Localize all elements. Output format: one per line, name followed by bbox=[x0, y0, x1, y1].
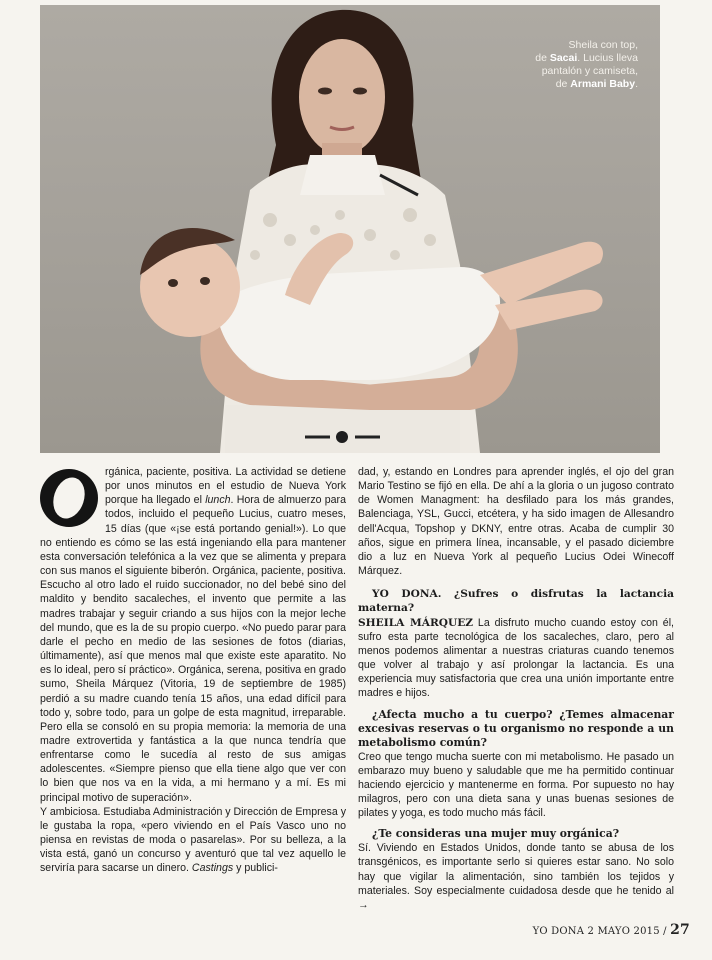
article-paragraph: dad, y, estando en Londres para aprender inglés, el ojo del gran Mario Testino se fijó en ella. De ahí a la gloria o un jugoso contrato de Women Managment: ha desfilado para los más grandes, Balenciaga, YSL, Gucci, etcétera, y ha sido imagen de Allesandro dell'Acqua, Topshop y DKNY, entre otras. Acaba de cumplir 30 años, sigue en primera línea, incansable, y el pasado diciembre dio a luz en Nueva York al pequeño Lucius Odei Winecoff Márquez. bbox=[358, 466, 674, 578]
answer-text: La disfruto mucho cuando estoy con él, sufro esta parte tecnológica de los sacaleches, claro, pero al menos podemos alimentar a nuestras criaturas cuando tenemos que volver al trabajo y así prolongar la lactancia. Es una experiencia muy satisfactoria que crea una unión importante entre madres e hijos. bbox=[358, 616, 674, 700]
caption-text: de bbox=[535, 52, 550, 64]
text-run: . Hora de almuerzo para todos, incluido el pequeño Lucius, cuatro meses, 15 días (que «¡se está portando genial!»). Lo que no entiendo es cómo se las está ingeniando ella para mantener esta conversación telefónica a la vez que se alimenta y prepara con sus manos el siguiente biberón. Orgánica, paciente, positiva. Escucho al otro lado el ruido succionador, no del bebé sino del maldito y bendito sacaleches, el invento que permite a las madres trabajar y seguir criando a sus hijos con la mejor leche del mundo, que es la de su propio cuerpo. «No puedo parar para darle el pecho en medio de las sesiones de fotos (diarias, últimamente), así que menos mal que existe este aparatito. No es lo ideal, pero sí práctico». Orgánica, serena, positiva en grado sumo, Sheila Márquez (Vitoria, 19 de septiembre de 1985) perdió a su madre cuando tenía 15 años, una edad difícil para todo y, sobre todo, para un golpe de esta magnitud, irreparable. Pero ella se consoló en su propia memoria: la memoria de una madre extrovertida y fantástica a la que nunca tendría que enfrentarse como le sucedía al resto de sus amigas adolescentes. «Siempre pienso que ella tiene algo que ver con lo bien que nos va en la vida, a mi hermano y a mí. Es mi principal motivo de superación». bbox=[40, 494, 346, 804]
photo-caption bbox=[528, 39, 638, 91]
caption-line: Sheila con top, bbox=[568, 39, 638, 51]
text-run: Y ambiciosa. Estudiaba Administración y Dirección de Empresa y le gustaba la ropa, «pero viviendo en el País Vasco uno no piensa en revistas de moda o pasarelas». Por su belleza, a la vista está, ganó un concurso y aventuró que tal vez aquello le serviría para sacarse un dinero. bbox=[40, 805, 346, 875]
interview-question bbox=[358, 587, 674, 615]
interview-answer bbox=[358, 616, 674, 701]
page-number: 27 bbox=[670, 922, 690, 938]
caption-brand-sacai: Sacai bbox=[549, 52, 578, 64]
interview-question: ¿Afecta mucho a tu cuerpo? ¿Temes almacenar excesivas reservas o tu organismo no responde a un metabolismo común? bbox=[358, 707, 674, 749]
speaker-label: YO DONA. bbox=[372, 588, 442, 601]
question-text: ¿Sufres o disfrutas la lactancia materna? bbox=[358, 588, 674, 615]
footer-publication: YO DONA 2 MAYO 2015 / bbox=[532, 926, 667, 937]
interview-answer: Creo que tengo mucha suerte con mi metabolismo. He pasado un embarazo muy bueno y saludable que me ha permitido continuar haciendo ejercicio y mantenerme en forma. Por supuesto no hay milagros, pero con una dieta sana y unas buenas sesiones de pilates y yoga, es todo mucho más fácil. bbox=[358, 750, 674, 820]
article-column-right bbox=[358, 465, 674, 912]
dropcap-counter bbox=[48, 473, 90, 522]
caption-text: . Lucius lleva pantalón y camiseta, de bbox=[541, 52, 638, 90]
text-run: rgánica, paciente, positiva. La actividad se detiene por unos minutos en el estudio de Nueva York porque ha llegado el bbox=[105, 466, 346, 507]
article-column-left bbox=[40, 465, 346, 876]
answer-text: Sí. Viviendo en Estados Unidos, donde tanto se abusa de los transgénicos, es importante serlo si quieres estar sano. No solo hay que vigilar la alimentación, sino también los tejidos y materiales. Soy especialmente cuidadosa desde que he tenido al bbox=[358, 842, 674, 897]
text-run: y publici- bbox=[233, 862, 278, 875]
continue-arrow-icon: → bbox=[358, 898, 369, 911]
speaker-label: SHEILA MÁRQUEZ bbox=[358, 616, 474, 629]
cover-photo bbox=[40, 5, 660, 453]
italic-word: Castings bbox=[191, 862, 234, 875]
article-paragraph bbox=[40, 805, 346, 876]
interview-question: ¿Te consideras una mujer muy orgánica? bbox=[372, 827, 620, 841]
interview-answer bbox=[358, 841, 674, 912]
page-footer bbox=[533, 922, 690, 938]
italic-word: lunch bbox=[205, 494, 231, 507]
caption-brand-armani: Armani Baby bbox=[570, 78, 636, 90]
caption-text: . bbox=[635, 78, 638, 90]
dropcap bbox=[40, 469, 98, 527]
